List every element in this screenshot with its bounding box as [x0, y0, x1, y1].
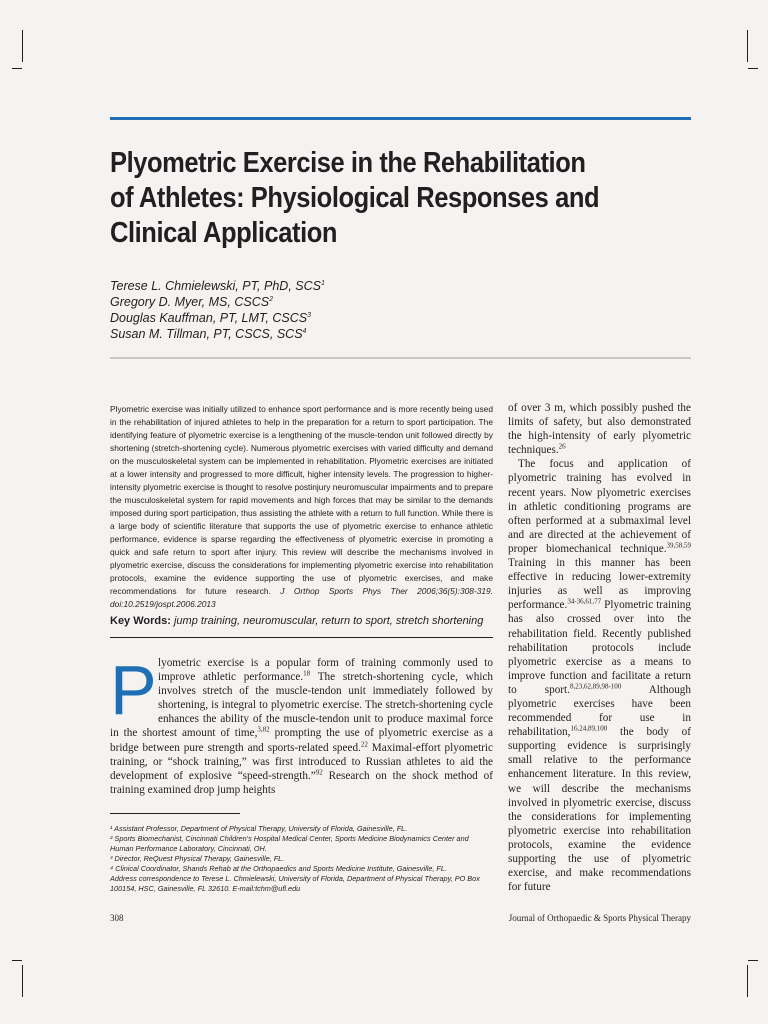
crop-mark [748, 960, 758, 961]
abstract-text: Plyometric exercise was initially utilized to enhance sport performance and is more recently being used in the rehabilitation of injured athletes to help in the preparation for a return to sport participation. The identifying feature of plyometric exercise is a lengthening of the muscle-tendon unit followed directly by shortening (stretch-shortening cycle). Numerous plyometric exercises with varied difficulty and demand on the musculoskeletal system can be implemented in rehabilitation. Plyometric exercises are initiated at a lower intensity and progressed to more difficult, higher intensity levels. The progression to higher-intensity plyometric exercise is thought to resolve postinjury neuromuscular impairments and to prepare the musculoskeletal system for rapid movements and high forces that may be similar to the demands imposed during sport participation, thus assisting the athlete with a return to full function. While there is a large body of scientific literature that supports the use of plyometric exercise to enhance athletic performance, evidence is sparse regarding the effectiveness of plyometric exercise in promoting a quick and safe return to sport after injury. This review will describe the mechanisms involved in plyometric exercise, discuss the considerations for implementing plyometric exercise into rehabilitation protocols, examine the evidence supporting the use of plyometric exercises, and make recommendations for future research. [110, 404, 493, 596]
author-list [110, 278, 325, 342]
crop-mark [12, 960, 22, 961]
body-paragraph: The focus and application of plyometric training has evolved in recent years. Now plyometric exercises in athletic conditioning programs are often performed at a submaximal level and are directed at the achievement of proper biomechanical technique.$^{39,58,59}$ Training in this manner has been effective in reducing lower-extremity injuries as well as improving performance.$^{34-36,61,77}$ Plyometric training has also crossed over into the rehabilitation field. Recently published rehabilitation protocols include plyometric exercise as a means to improve function and facilitate a return to sport.$^{8,23,62,89,98-100}$ Although plyometric exercises have been recommended for use in rehabilitation,$^{16,24,89,100}$ the body of supporting evidence is surprisingly small relative to the performance enhancement literature. In this review, we will describe the mechanisms involved in plyometric exercise, discuss the considerations for implementing plyometric exercise into rehabilitation protocols, examine the evidence supporting the use of plyometric exercise, and make recommendations for future [508, 458, 691, 894]
crop-mark [12, 68, 22, 69]
crop-mark [747, 965, 748, 997]
author-rule [110, 357, 691, 359]
author: Douglas Kauffman, PT, LMT, CSCS$^3$ [110, 311, 311, 325]
keywords-label: Key Words: [110, 615, 171, 627]
intro-paragraph: Plyometric exercise is a popular form of training commonly used to improve athletic performance.$^{18}$ The stretch-shortening cycle, which involves stretch of the muscle-tendon unit immediately followed by shortening, is integral to plyometric exercise. The stretch-shortening cycle enhances the ability of the muscle-tendon unit to produce maximal force in the shortest amount of time,$^{3,82}$ prompting the use of plyometric exercise as a bridge between pure strength and sports-related speed.$^{22}$ Maximal-effort plyometric training, or “shock training,” was first introduced to Russian athletes to aid the development of explosive “speed-strength.”$^{92}$ Research on the shock method of training examined drop jump heights [110, 651, 494, 796]
footnotes [110, 824, 493, 894]
author: Susan M. Tillman, PT, CSCS, SCS$^4$ [110, 327, 307, 341]
article-title [110, 146, 638, 251]
footnote: ³ Director, ReQuest Physical Therapy, Gainesville, FL. [110, 854, 285, 863]
footnote: ² Sports Biomechanist, Cincinnati Children's Hospital Medical Center, Sports Medicine Biodynamics Center and Human Performance Laboratory, Cincinnati, OH. [110, 834, 469, 853]
keywords [110, 614, 493, 628]
keywords-list: jump training, neuromuscular, return to sport, stretch shortening [173, 615, 484, 627]
crop-mark [747, 30, 748, 62]
abstract [110, 403, 493, 611]
title-line: Clinical Application [110, 217, 338, 249]
author: Terese L. Chmielewski, PT, PhD, SCS$^1$ [110, 279, 325, 293]
drop-cap: P [110, 651, 157, 729]
keywords-rule [110, 637, 493, 638]
body-paragraph: of over 3 m, which possibly pushed the limits of safety, but also demonstrated the high-intensity of early plyometric techniques.$^{26}$ [508, 402, 691, 457]
title-line: of Athletes: Physiological Responses and [110, 182, 600, 214]
footnote: ¹ Assistant Professor, Department of Physical Therapy, University of Florida, Gainesville, FL. [110, 824, 408, 833]
citation: J Orthop Sports Phys Ther 2006;36(5):308-319. doi:10.2519/jospt.2006.2013 [110, 586, 494, 609]
footnote: ⁴ Clinical Coordinator, Shands Rehab at the Orthopaedics and Sports Medicine Institute, Gainesville, FL. [110, 864, 447, 873]
crop-mark [748, 68, 758, 69]
right-column [508, 401, 691, 894]
title-line: Plyometric Exercise in the Rehabilitation [110, 147, 586, 179]
author: Gregory D. Myer, MS, CSCS$^2$ [110, 295, 273, 309]
crop-mark [22, 30, 23, 62]
footnote-rule [110, 813, 240, 814]
page-number: 308 [110, 913, 124, 923]
header-rule [110, 117, 691, 120]
journal-name: Journal of Orthopaedic & Sports Physical Therapy [508, 913, 691, 923]
crop-mark [22, 965, 23, 997]
footnote: Address correspondence to Terese L. Chmielewski, University of Florida, Department of Physical Therapy, PO Box 100154, HSC, Gainesville, FL 32610. E-mail:tchm@ufl.edu [110, 874, 480, 893]
